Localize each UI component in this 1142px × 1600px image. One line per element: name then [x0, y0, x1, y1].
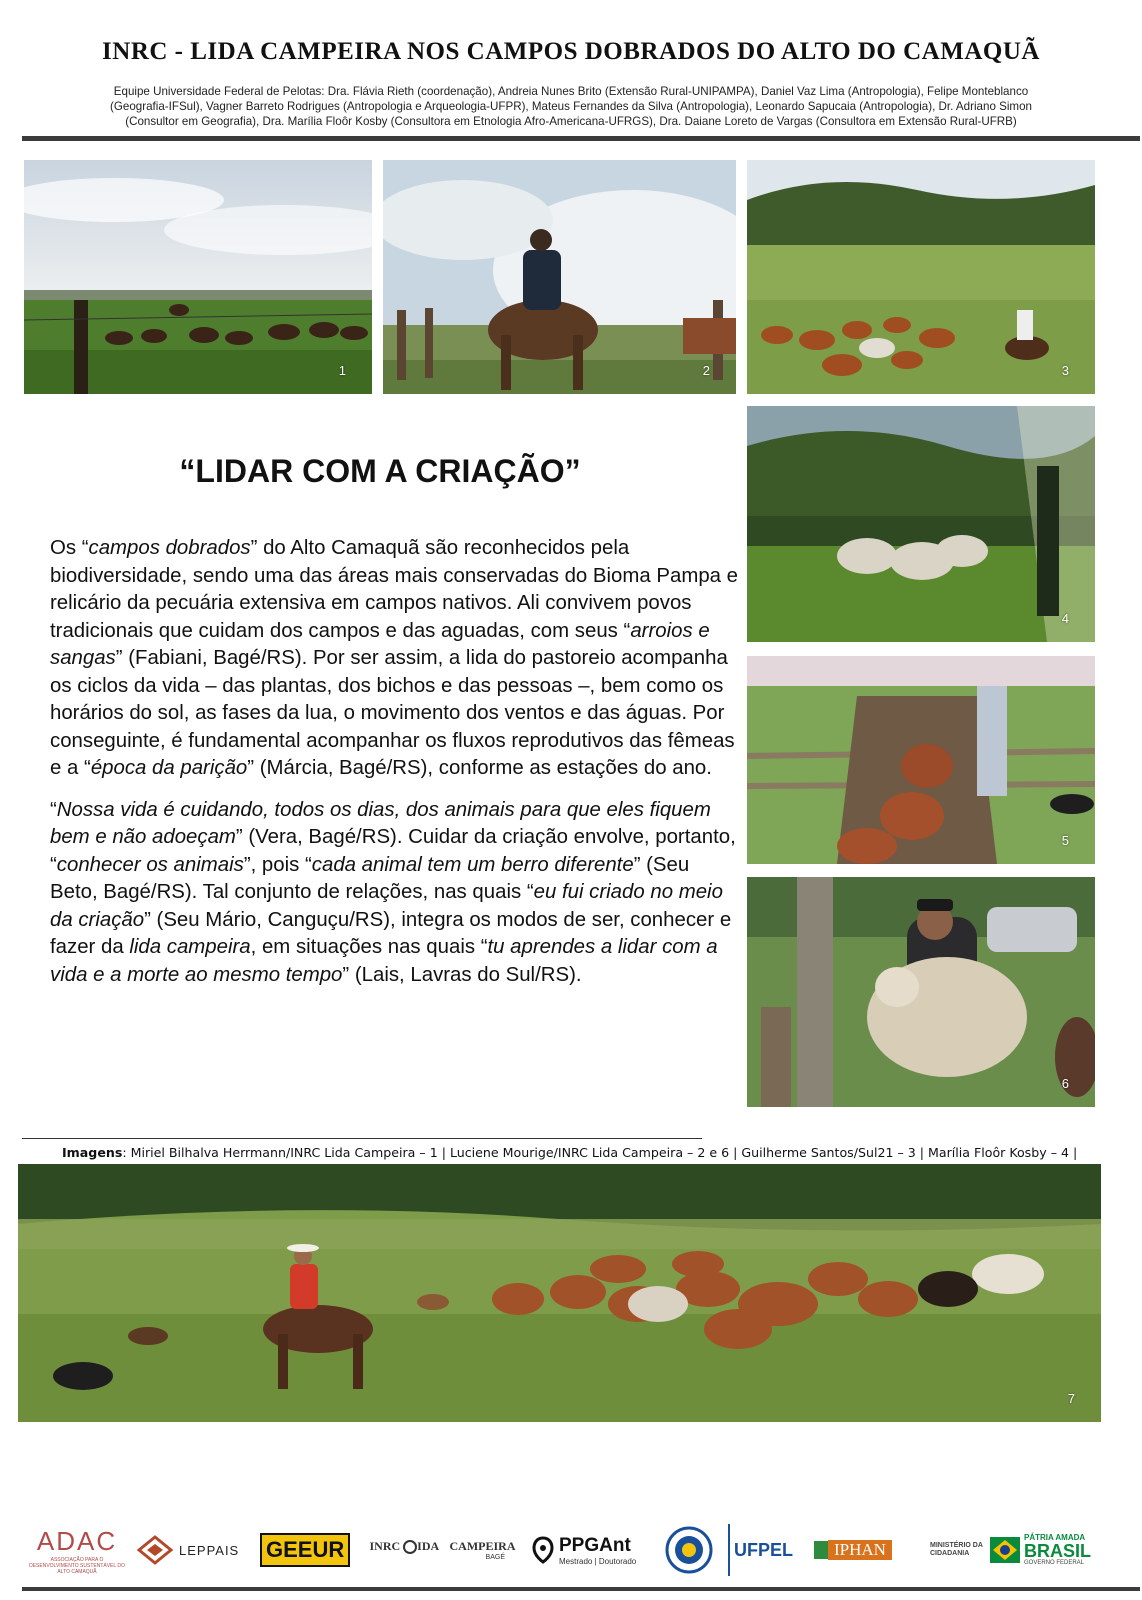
photo-number: 1: [338, 363, 346, 378]
photo-5: [747, 656, 1095, 864]
credits-divider: [22, 1138, 702, 1139]
team-line: Equipe Universidade Federal de Pelotas: Dra. Flávia Rieth (coordenação), Andreia Nunes Brito (Extensão Rural-UNIPAMPA), Daniel Vaz Lima (Antropologia), Felipe Monteblanco: [113, 85, 1029, 98]
leppais-logo: LEPPAIS: [137, 1520, 247, 1580]
geeur-logo: GEEUR: [260, 1520, 350, 1580]
adac-logo: ADAC ASSOCIAÇÃO PARA O DESENVOLVIMENTO SUSTENTÁVEL DO ALTO CAMAQUÃ: [29, 1525, 125, 1575]
header-divider: [22, 136, 1140, 141]
photo-1: [24, 160, 372, 394]
ppgant-icon: [532, 1536, 554, 1564]
lasso-icon: [403, 1540, 417, 1554]
image-credits: Imagens: Miriel Bilhalva Herrmann/INRC Lida Campeira – 1 | Luciene Mourige/INRC Lida Campeira – 2 e 6 | Guilherme Santos/Sul21 – 3 | Marília Floôr Kosby – 4 |: [62, 1145, 1078, 1160]
iphan-logo: IPHAN: [814, 1520, 919, 1580]
ministerio-cidadania-logo: MINISTÉRIO DA CIDADANIA: [930, 1542, 983, 1557]
photo-number: 6: [1061, 1076, 1069, 1091]
section-heading: “LIDAR COM A CRIAÇÃO”: [179, 453, 581, 489]
building-icon: [814, 1541, 828, 1559]
paragraph-2: “Nossa vida é cuidando, todos os dias, dos animais para que eles fiquem bem e não adoeçam” (Vera, Bagé/RS). Cuidar da criação envolve, portanto, “conhecer os animais”, pois “cada animal tem um berro diferente” (Seu Beto, Bagé/RS). Tal conjunto de relações, nas quais “eu fui criado no meio da criação” (Seu Mário, Canguçu/RS), integra os modos de ser, conhecer e fazer da lida campeira, em situações nas quais “tu aprendes a lidar com a vida e a morte ao mesmo tempo” (Lais, Lavras do Sul/RS).: [50, 798, 736, 986]
brasil-governo-federal-logo: PÁTRIA AMADA BRASIL GOVERNO FEDERAL: [990, 1520, 1100, 1580]
photo-number: 3: [1061, 363, 1069, 378]
footer-divider: [22, 1587, 1140, 1591]
seal-icon: [665, 1526, 713, 1574]
photo-number: 7: [1067, 1391, 1075, 1406]
ppgant-logo: PPGAnt Mestrado | Doutorado: [532, 1520, 647, 1580]
ufpel-logo: UFPEL: [734, 1539, 794, 1560]
logo-divider: [728, 1524, 730, 1576]
team-line: (Consultor em Geografia), Dra. Marília Floôr Kosby (Consultora em Etnologia Afro-Americana-UFRGS), Dra. Daiane Loreto de Vargas (Consultora em Extensão Rural-UFRB): [125, 115, 1017, 128]
photo-3: [747, 160, 1095, 394]
diamond-icon: [137, 1535, 173, 1565]
inrc-lida-campeira-logo: INRC IDA CAMPEIRA BAGÉ: [369, 1538, 516, 1562]
body-text: [50, 535, 740, 1003]
paragraph-1: Os “campos dobrados” do Alto Camaquã são reconhecidos pela biodiversidade, sendo uma das áreas mais conservadas do Bioma Pampa e relicário da pecuária extensiva em campos nativos. Ali convivem povos tradicionais que cuidam dos campos e das aguadas, com seus “arroios e sangas” (Fabiani, Bagé/RS). Por ser assim, a lida do pastoreio acompanha os ciclos da vida – das plantas, dos bichos e das pessoas –, bem como os horários do sol, as fases da lua, o movimento dos ventos e das águas. Por conseguinte, é fundamental acompanhar os fluxos reprodutivos das fêmeas e a “época da parição” (Márcia, Bagé/RS), conforme as estações do ano.: [50, 537, 739, 779]
photo-number: 4: [1061, 611, 1069, 626]
flag-icon: [990, 1537, 1020, 1563]
team-credits: [60, 84, 1082, 129]
university-seal-logo: [662, 1520, 716, 1580]
photo-4: [747, 406, 1095, 642]
team-line: (Geografia-IFSul), Vagner Barreto Rodrigues (Antropologia e Arqueologia-UFPR), Mateus Fernandes da Silva (Antropologia), Leonardo Sapucaia (Antropologia), Dr. Adriano Simon: [110, 100, 1032, 113]
photo-7: [18, 1164, 1101, 1422]
sponsor-logos: [22, 1520, 1122, 1580]
photo-2: [383, 160, 736, 394]
photo-number: 5: [1061, 833, 1069, 848]
poster-title: INRC - LIDA CAMPEIRA NOS CAMPOS DOBRADOS DO ALTO DO CAMAQUÃ: [102, 38, 1040, 65]
photo-6: [747, 877, 1095, 1107]
photo-number: 2: [702, 363, 710, 378]
